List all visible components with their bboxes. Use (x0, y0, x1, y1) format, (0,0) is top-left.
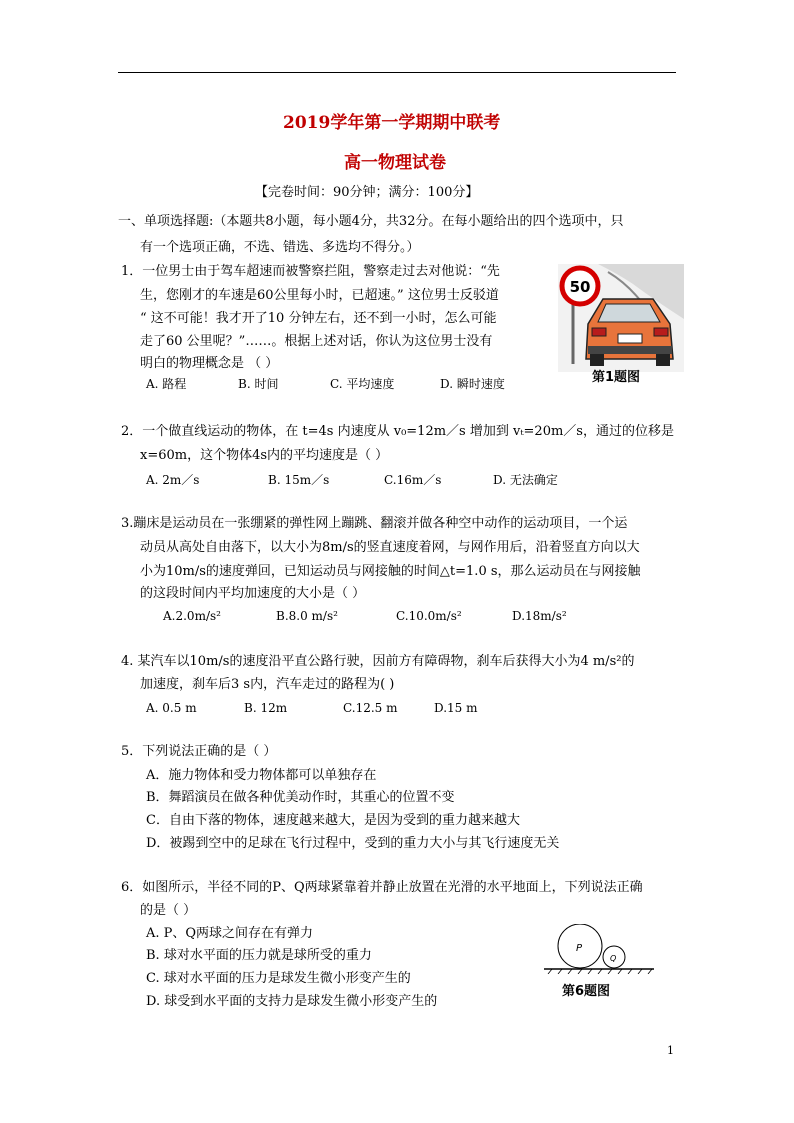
page-number: 1 (667, 1044, 674, 1057)
q3-line: 的这段时间内平均加速度的大小是（ ） (140, 586, 366, 601)
q2-option-c: C.16m／s (384, 473, 442, 487)
q6-line2: 的是（ ） (140, 903, 197, 918)
q3-option-d: D.18m/s² (512, 609, 567, 623)
q4-option-c: C.12.5 m (343, 701, 398, 715)
q3-option-c: C.10.0m/s² (396, 609, 462, 623)
q1-line: 走了60 公里呢？”……。根据上述对话，你认为这位男士没有 (140, 334, 493, 349)
q6-figure-caption: 第6题图 (562, 984, 611, 999)
exam-subtitle: 高一物理试卷 (344, 153, 446, 173)
q1-line: 1．一位男士由于驾车超速而被警察拦阻，警察走过去对他说：“先 (121, 264, 500, 279)
q4-option-d: D.15 m (434, 701, 478, 715)
header-rule (118, 72, 676, 73)
q2-line2: x=60m，这个物体4s内的平均速度是（ ） (140, 448, 389, 463)
q1-line: 明白的物理概念是 （ ） (140, 356, 279, 371)
q2-option-a: A. 2m／s (146, 473, 200, 487)
q1-option-c: C. 平均速度 (330, 377, 395, 391)
q2-option-d: D. 无法确定 (493, 473, 558, 487)
q6-option-a: A. P、Q两球之间存在有弹力 (146, 926, 314, 941)
q5-option-c: C．自由下落的物体，速度越来越大，是因为受到的重力越来越大 (146, 813, 520, 828)
ball-p-label: P (576, 943, 583, 954)
q1-line: “ 这不可能！我才开了10 分钟左右，还不到一小时，怎么可能 (140, 311, 497, 326)
speed-sign-text: 50 (569, 278, 591, 296)
q6-figure-balls (542, 924, 662, 974)
q1-line: 生，您刚才的车速是60公里每小时，已超速。” 这位男士反驳道 (140, 288, 499, 303)
q4-line1: 4. 某汽车以10m/s的速度沿平直公路行驶，因前方有障碍物，刹车后获得大小为4 m/s²的 (121, 654, 635, 669)
q4-line2: 加速度，刹车后3 s内，汽车走过的路程为( ) (140, 677, 395, 692)
q3-line: 3.蹦床是运动员在一张绷紧的弹性网上蹦跳、翻滚并做各种空中动作的运动项目，一个运 (121, 516, 628, 531)
q5-option-a: A．施力物体和受力物体都可以单独存在 (146, 768, 377, 783)
q3-option-a: A.2.0m/s² (163, 609, 221, 623)
section-heading-line1: 一、单项选择题:（本题共8小题，每小题4分，共32分。在每小题给出的四个选项中，只 (118, 214, 624, 229)
ball-q-label: Q (610, 954, 617, 963)
q5-stem: 5．下列说法正确的是（ ） (121, 744, 277, 759)
q2-option-b: B. 15m／s (268, 473, 330, 487)
q1-figure-car-image (558, 264, 684, 372)
q4-option-a: A. 0.5 m (146, 701, 197, 715)
q1-option-d: D. 瞬时速度 (440, 377, 505, 391)
q6-line1: 6．如图所示，半径不同的P、Q两球紧靠着并静止放置在光滑的水平地面上，下列说法正确 (121, 880, 643, 895)
q3-line: 小为10m/s的速度弹回，已知运动员与网接触的时间△t=1.0 s，那么运动员在与网接触 (140, 564, 641, 579)
q1-option-a: A. 路程 (146, 377, 187, 391)
q5-option-d: D．被踢到空中的足球在飞行过程中，受到的重力大小与其飞行速度无关 (146, 836, 560, 851)
exam-title: 2019学年第一学期期中联考 (283, 113, 501, 133)
q3-option-b: B.8.0 m/s² (276, 609, 338, 623)
q1-option-b: B. 时间 (238, 377, 279, 391)
q6-option-c: C. 球对水平面的压力是球发生微小形变产生的 (146, 971, 411, 986)
exam-meta: 【完卷时间：90分钟；满分：100分】 (255, 185, 479, 200)
q6-option-b: B. 球对水平面的压力就是球所受的重力 (146, 948, 372, 963)
q6-option-d: D. 球受到水平面的支持力是球发生微小形变产生的 (146, 994, 438, 1009)
q1-figure-caption: 第1题图 (592, 370, 641, 385)
q5-option-b: B．舞蹈演员在做各种优美动作时，其重心的位置不变 (146, 790, 455, 805)
section-heading-line2: 有一个选项正确，不选、错选、多选均不得分。） (140, 240, 420, 255)
q3-line: 动员从高处自由落下，以大小为8m/s的竖直速度着网，与网作用后，沿着竖直方向以大 (140, 540, 640, 555)
q4-option-b: B. 12m (244, 701, 288, 715)
q2-line1: 2．一个做直线运动的物体，在 t=4s 内速度从 v₀=12m／s 增加到 vₜ=20m／s，通过的位移是 (121, 424, 674, 439)
